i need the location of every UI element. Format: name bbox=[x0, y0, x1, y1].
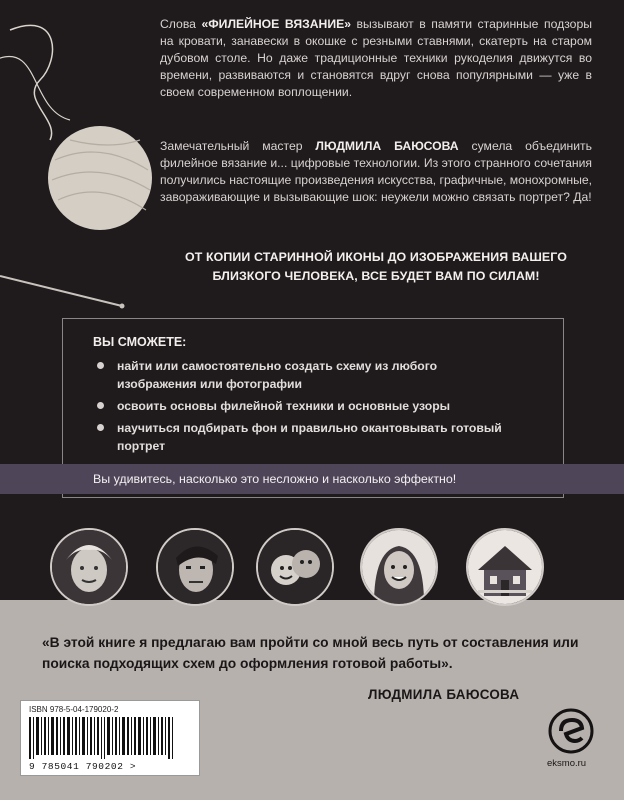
barcode-bars-icon bbox=[29, 717, 189, 759]
headline: ОТ КОПИИ СТАРИННОЙ ИКОНЫ ДО ИЗОБРАЖЕНИЯ ВАШЕГО БЛИЗКОГО ЧЕЛОВЕКА, ВСЕ БУДЕТ ВАМ ПО СИЛАМ! bbox=[185, 250, 567, 283]
benefits-title: ВЫ СМОЖЕТЕ: bbox=[93, 335, 187, 349]
list-item: освоить основы филейной техники и основные узоры bbox=[97, 397, 517, 415]
portrait-row bbox=[0, 528, 624, 608]
intro-paragraph-2: Замечательный мастер ЛЮДМИЛА БАЮСОВА сумела объединить филейное вязание и... цифровые технологии. Из этого странного сочетания получились настоящие произведения искусства, графичные, монохромные, завораживающие и вызывающие шок: неужели можно связать портрет? Да! bbox=[160, 139, 592, 204]
barcode-digits: 9 785041 790202 > bbox=[29, 761, 137, 772]
benefits-list bbox=[97, 357, 517, 459]
house-icon bbox=[466, 528, 544, 606]
bullet-icon bbox=[97, 424, 104, 431]
eksmo-logo-icon bbox=[548, 708, 594, 754]
portrait-couple-icon bbox=[256, 528, 334, 606]
band-text: Вы удивитесь, насколько это несложно и насколько эффектно! bbox=[93, 472, 457, 486]
thread-ball-icon bbox=[0, 0, 170, 320]
author-name: ЛЮДМИЛА БАЮСОВА bbox=[368, 687, 520, 702]
bullet-icon bbox=[97, 402, 104, 409]
list-item: найти или самостоятельно создать схему из любого изображения или фотографии bbox=[97, 357, 517, 393]
portrait-woman-icon bbox=[50, 528, 128, 606]
author-quote: «В этой книге я предлагаю вам пройти со мной весь путь от составления или поиска подходящих схем до оформления готовой работы». bbox=[42, 635, 579, 671]
portrait-man-icon bbox=[156, 528, 234, 606]
portrait-smiling-woman-icon bbox=[360, 528, 438, 606]
publisher-site: eksmo.ru bbox=[547, 758, 587, 769]
list-item: научиться подбирать фон и правильно окантовывать готовый портрет bbox=[97, 419, 517, 455]
barcode bbox=[20, 700, 200, 776]
highlight-band bbox=[0, 464, 624, 494]
isbn: ISBN 978-5-04-179020-2 bbox=[29, 705, 119, 714]
intro-paragraph-1: Слова «ФИЛЕЙНОЕ ВЯЗАНИЕ» вызывают в памяти старинные подзоры на кровати, занавески в окошке с резными ставнями, скатерть на старом дубовом столе. Но даже традиционные техники рукоделия движутся во времени, развиваются и становятся вдруг снова популярными — уже в своем современном воплощении. bbox=[160, 17, 592, 99]
bullet-icon bbox=[97, 362, 104, 369]
